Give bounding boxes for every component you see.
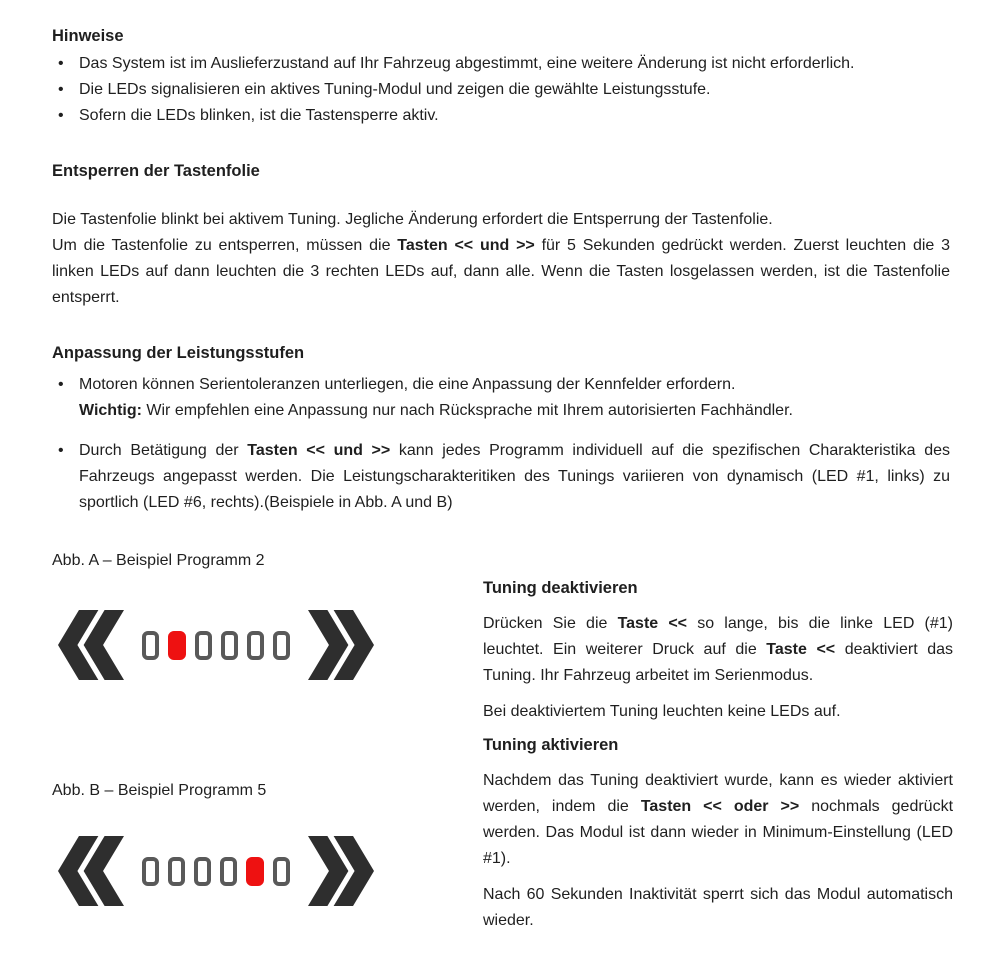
paragraph bbox=[483, 768, 953, 872]
figure-b-label: Abb. B – Beispiel Programm 5 bbox=[52, 782, 267, 799]
bullet-text: Das System ist im Auslieferzustand auf Ihr Fahrzeug abgestimmt, eine weitere Änderung ist nicht erforderlich. bbox=[79, 55, 855, 72]
led-2-off bbox=[168, 857, 185, 886]
bullet-item bbox=[52, 103, 950, 129]
text: Durch Betätigung der bbox=[79, 442, 248, 459]
led-row bbox=[142, 857, 290, 886]
section-hinweise bbox=[52, 26, 950, 129]
led-5-off bbox=[247, 631, 264, 660]
section-title-entsperren: Entsperren der Tastenfolie bbox=[52, 162, 260, 180]
text: kann jedes Programm individuell auf die spezifischen Charakteristika des Fahrzeugs angepasst werden. Die Leistungscharakteritiken des Tunings variieren von dynamisch (LED #1, links) zu sportlich (LED #6, rechts).(Beispiele in Abb. A und B) bbox=[79, 442, 950, 511]
double-chevron-left-icon bbox=[58, 610, 124, 680]
section-title-hinweise: Hinweise bbox=[52, 27, 124, 45]
section-anpassung bbox=[52, 343, 950, 516]
text: deaktiviert das Tuning. Ihr Fahrzeug arbeitet im Serienmodus. bbox=[483, 641, 954, 684]
bullet-item bbox=[52, 372, 950, 424]
double-chevron-right-icon bbox=[308, 836, 374, 906]
text: Um die Tastenfolie zu entsperren, müssen die bbox=[52, 237, 398, 254]
double-chevron-left-icon bbox=[58, 836, 124, 906]
bullet-item bbox=[52, 438, 950, 516]
hinweise-bullet-list bbox=[52, 51, 950, 129]
led-2-active bbox=[168, 631, 186, 660]
text: Nachdem das Tuning deaktiviert wurde, kann es wieder aktiviert werden, indem die bbox=[483, 772, 953, 815]
bold-text: Tasten << und >> bbox=[247, 442, 391, 459]
paragraph bbox=[483, 699, 953, 725]
bold-text: Taste << bbox=[766, 641, 836, 658]
section-title-tuning-aktivieren: Tuning aktivieren bbox=[483, 736, 619, 754]
bullet-text: Sofern die LEDs blinken, ist die Tastensperre aktiv. bbox=[79, 107, 439, 124]
text: so lange, bis die linke LED (#1) leuchtet. Ein weiterer Druck auf die bbox=[483, 615, 953, 658]
bullet-item bbox=[52, 51, 950, 77]
section-entsperren bbox=[52, 161, 950, 311]
entsperren-paragraphs bbox=[52, 207, 950, 311]
text: für 5 Sekunden gedrückt werden. Zuerst leuchten die 3 linken LEDs auf dann leuchten die 3 rechten LEDs auf, dann alle. Wenn die Tasten losgelassen werden, ist die Tastenfolie entsperrt. bbox=[52, 237, 951, 306]
paragraph bbox=[483, 882, 953, 934]
paragraph bbox=[52, 233, 950, 311]
figure-a-label: Abb. A – Beispiel Programm 2 bbox=[52, 552, 265, 569]
led-6-off bbox=[273, 631, 290, 660]
text: Bei deaktiviertem Tuning leuchten keine LEDs auf. bbox=[483, 703, 841, 720]
led-3-off bbox=[194, 857, 211, 886]
bold-text: Wichtig: bbox=[79, 402, 142, 419]
bullet-line bbox=[79, 372, 950, 398]
text: Die Tastenfolie blinkt bei aktivem Tuning. Jegliche Änderung erfordert die Entsperrung der Tastenfolie. bbox=[52, 211, 773, 228]
text: Nach 60 Sekunden Inaktivität sperrt sich das Modul automatisch wieder. bbox=[483, 886, 953, 929]
text: Motoren können Serientoleranzen unterliegen, die eine Anpassung der Kennfelder erfordern. bbox=[79, 376, 736, 393]
section-title-tuning-deaktivieren: Tuning deaktivieren bbox=[483, 579, 638, 597]
instructions-column bbox=[483, 548, 953, 944]
text: Wir empfehlen eine Anpassung nur nach Rücksprache mit Ihrem autorisierten Fachhändler. bbox=[141, 402, 793, 419]
text: nochmals gedrückt werden. Das Modul ist dann wieder in Minimum-Einstellung (LED #1). bbox=[483, 798, 954, 867]
led-1-off bbox=[142, 631, 159, 660]
led-4-off bbox=[221, 631, 238, 660]
text: Drücken Sie die bbox=[483, 615, 618, 632]
led-5-active bbox=[246, 857, 264, 886]
paragraph bbox=[52, 207, 950, 233]
led-3-off bbox=[195, 631, 212, 660]
figure-a-led-display bbox=[58, 610, 483, 680]
bold-text: Taste << bbox=[617, 615, 688, 632]
anpassung-bullet-list bbox=[52, 372, 950, 516]
led-4-off bbox=[220, 857, 237, 886]
bold-text: Tasten << und >> bbox=[397, 237, 535, 254]
led-1-off bbox=[142, 857, 159, 886]
bold-text: Tasten << oder >> bbox=[640, 798, 800, 815]
bullet-text: Die LEDs signalisieren ein aktives Tuning-Modul und zeigen die gewählte Leistungsstufe. bbox=[79, 81, 711, 98]
section-title-anpassung: Anpassung der Leistungsstufen bbox=[52, 344, 305, 362]
figures-column bbox=[52, 548, 483, 944]
bullet-item bbox=[52, 77, 950, 103]
led-6-off bbox=[273, 857, 290, 886]
figures-and-instructions bbox=[52, 548, 954, 944]
paragraph bbox=[483, 611, 953, 689]
bullet-line bbox=[79, 438, 950, 516]
bullet-line bbox=[79, 398, 950, 424]
figure-b-led-display bbox=[58, 836, 483, 906]
double-chevron-right-icon bbox=[308, 610, 374, 680]
led-row bbox=[142, 631, 290, 660]
